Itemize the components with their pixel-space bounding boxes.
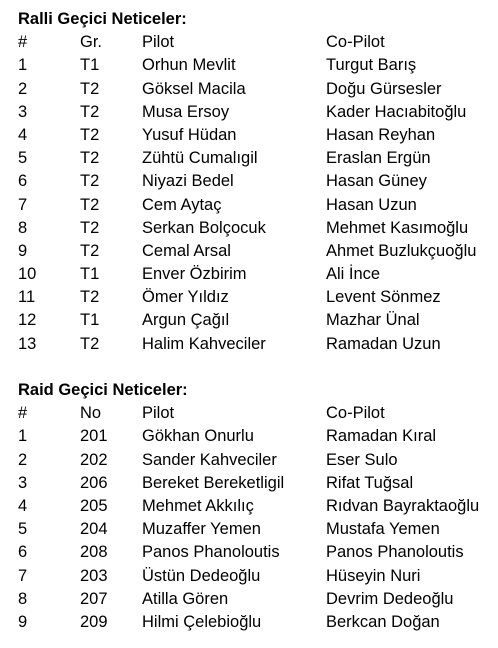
ralli-cell-group: T2 [80, 334, 100, 353]
ralli-cell-rank: 6 [18, 172, 28, 191]
ralli-cell-rank: 3 [18, 102, 28, 121]
ralli-rows [18, 54, 493, 355]
ralli-table-row [18, 309, 493, 332]
ralli-cell-pilot: Halim Kahveciler [142, 334, 266, 353]
ralli-cell-copilot: Ahmet Buzlukçuoğlu [326, 241, 477, 260]
raid-cell-number: 204 [80, 520, 108, 539]
ralli-table-row [18, 101, 493, 124]
ralli-cell-rank: 13 [18, 334, 37, 353]
ralli-table-row [18, 170, 493, 193]
ralli-cell-pilot: Ömer Yıldız [142, 288, 229, 307]
raid-header-rank: # [18, 404, 28, 423]
raid-cell-number: 206 [80, 473, 108, 492]
raid-cell-number: 209 [80, 612, 108, 631]
ralli-cell-pilot: Enver Özbirim [142, 265, 247, 284]
raid-table-row [18, 541, 493, 564]
raid-rows [18, 425, 493, 634]
ralli-cell-copilot: Kader Hacıabitoğlu [326, 102, 467, 121]
ralli-cell-copilot: Ramadan Uzun [326, 334, 441, 353]
raid-cell-number: 202 [80, 450, 108, 469]
ralli-cell-rank: 2 [18, 79, 28, 98]
raid-cell-copilot: Devrim Dedeoğlu [326, 589, 454, 608]
raid-cell-number: 208 [80, 543, 108, 562]
raid-cell-pilot: Atilla Gören [142, 589, 229, 608]
ralli-cell-pilot: Yusuf Hüdan [142, 125, 237, 144]
raid-table-row [18, 565, 493, 588]
raid-cell-copilot: Hüseyin Nuri [326, 566, 421, 585]
ralli-table-row [18, 240, 493, 263]
ralli-cell-rank: 12 [18, 311, 37, 330]
ralli-cell-rank: 5 [18, 149, 28, 168]
raid-header-copilot: Co-Pilot [326, 404, 385, 423]
raid-cell-rank: 2 [18, 450, 28, 469]
ralli-cell-copilot: Levent Sönmez [326, 288, 441, 307]
ralli-cell-group: T1 [80, 265, 100, 284]
ralli-cell-copilot: Doğu Gürsesler [326, 79, 442, 98]
ralli-cell-copilot: Hasan Güney [326, 172, 427, 191]
raid-cell-copilot: Ramadan Kıral [326, 427, 437, 446]
raid-table-row [18, 518, 493, 541]
raid-cell-pilot: Muzaffer Yemen [142, 520, 261, 539]
raid-cell-pilot: Üstün Dedeoğlu [142, 566, 261, 585]
ralli-cell-rank: 7 [18, 195, 28, 214]
raid-cell-pilot: Hilmi Çelebioğlu [142, 612, 262, 631]
ralli-cell-group: T2 [80, 149, 100, 168]
ralli-cell-group: T2 [80, 288, 100, 307]
raid-cell-number: 205 [80, 496, 108, 515]
ralli-header-pilot: Pilot [142, 33, 175, 52]
ralli-cell-pilot: Zühtü Cumalıgil [142, 149, 258, 168]
raid-cell-copilot: Rifat Tuğsal [326, 473, 414, 492]
raid-cell-copilot: Eser Sulo [326, 450, 398, 469]
raid-cell-copilot: Rıdvan Bayraktaoğlu [326, 496, 480, 515]
raid-cell-pilot: Mehmet Akkılıç [142, 496, 254, 515]
ralli-cell-rank: 10 [18, 265, 37, 284]
ralli-cell-group: T2 [80, 125, 100, 144]
raid-table-row [18, 588, 493, 611]
ralli-cell-copilot: Mazhar Ünal [326, 311, 420, 330]
raid-cell-rank: 9 [18, 612, 28, 631]
ralli-table-row [18, 263, 493, 286]
ralli-cell-group: T1 [80, 311, 100, 330]
ralli-cell-rank: 4 [18, 125, 28, 144]
ralli-cell-copilot: Eraslan Ergün [326, 149, 431, 168]
raid-cell-rank: 3 [18, 473, 28, 492]
raid-table-row [18, 472, 493, 495]
ralli-table-row [18, 147, 493, 170]
ralli-header-rank: # [18, 33, 28, 52]
raid-section [18, 379, 493, 634]
ralli-cell-rank: 9 [18, 241, 28, 260]
ralli-cell-group: T2 [80, 79, 100, 98]
ralli-table-row [18, 217, 493, 240]
ralli-table-row [18, 124, 493, 147]
raid-header-number: No [80, 404, 102, 423]
ralli-cell-pilot: Argun Çağıl [142, 311, 230, 330]
raid-cell-copilot: Berkcan Doğan [326, 612, 440, 631]
ralli-cell-group: T2 [80, 195, 100, 214]
ralli-table-row [18, 286, 493, 309]
ralli-cell-group: T2 [80, 241, 100, 260]
raid-cell-rank: 1 [18, 427, 28, 446]
raid-title: Raid Geçici Neticeler: [18, 381, 188, 399]
ralli-table-row [18, 78, 493, 101]
ralli-cell-group: T2 [80, 218, 100, 237]
ralli-header-group: Gr. [80, 33, 103, 52]
raid-cell-rank: 6 [18, 543, 28, 562]
ralli-cell-pilot: Göksel Macila [142, 79, 246, 98]
raid-cell-number: 207 [80, 589, 108, 608]
ralli-table-row [18, 54, 493, 77]
ralli-table-row [18, 194, 493, 217]
ralli-cell-pilot: Orhun Mevlit [142, 56, 236, 75]
raid-cell-copilot: Panos Phanoloutis [326, 543, 464, 562]
ralli-cell-copilot: Mehmet Kasımoğlu [326, 218, 469, 237]
ralli-header-row [18, 31, 493, 54]
ralli-title: Ralli Geçici Neticeler: [18, 10, 187, 28]
raid-cell-rank: 7 [18, 566, 28, 585]
raid-cell-pilot: Panos Phanoloutis [142, 543, 280, 562]
raid-cell-copilot: Mustafa Yemen [326, 520, 440, 539]
ralli-cell-rank: 8 [18, 218, 28, 237]
section-spacer [18, 356, 493, 379]
raid-cell-rank: 5 [18, 520, 28, 539]
ralli-header-copilot: Co-Pilot [326, 33, 385, 52]
raid-cell-rank: 4 [18, 496, 28, 515]
ralli-cell-copilot: Hasan Reyhan [326, 125, 436, 144]
ralli-cell-pilot: Cemal Arsal [142, 241, 231, 260]
raid-table-row [18, 495, 493, 518]
raid-table-row [18, 449, 493, 472]
raid-header-row [18, 402, 493, 425]
ralli-cell-rank: 11 [18, 288, 36, 307]
raid-header-pilot: Pilot [142, 404, 175, 423]
raid-cell-pilot: Gökhan Onurlu [142, 427, 254, 446]
ralli-cell-copilot: Hasan Uzun [326, 195, 417, 214]
ralli-cell-group: T1 [80, 56, 100, 75]
ralli-cell-group: T2 [80, 172, 100, 191]
ralli-cell-copilot: Ali İnce [326, 265, 381, 284]
raid-cell-number: 203 [80, 566, 108, 585]
ralli-cell-pilot: Serkan Bolçocuk [142, 218, 266, 237]
raid-cell-rank: 8 [18, 589, 28, 608]
raid-table-row [18, 425, 493, 448]
ralli-cell-pilot: Musa Ersoy [142, 102, 230, 121]
raid-cell-pilot: Sander Kahveciler [142, 450, 277, 469]
ralli-cell-copilot: Turgut Barış [326, 56, 417, 75]
ralli-cell-group: T2 [80, 102, 100, 121]
ralli-section [18, 8, 493, 356]
ralli-table-row [18, 333, 493, 356]
results-document [18, 8, 493, 634]
ralli-cell-pilot: Niyazi Bedel [142, 172, 234, 191]
ralli-cell-pilot: Cem Aytaç [142, 195, 222, 214]
raid-table-row [18, 611, 493, 634]
ralli-cell-rank: 1 [18, 56, 28, 75]
raid-cell-number: 201 [80, 427, 108, 446]
raid-cell-pilot: Bereket Bereketligil [142, 473, 285, 492]
